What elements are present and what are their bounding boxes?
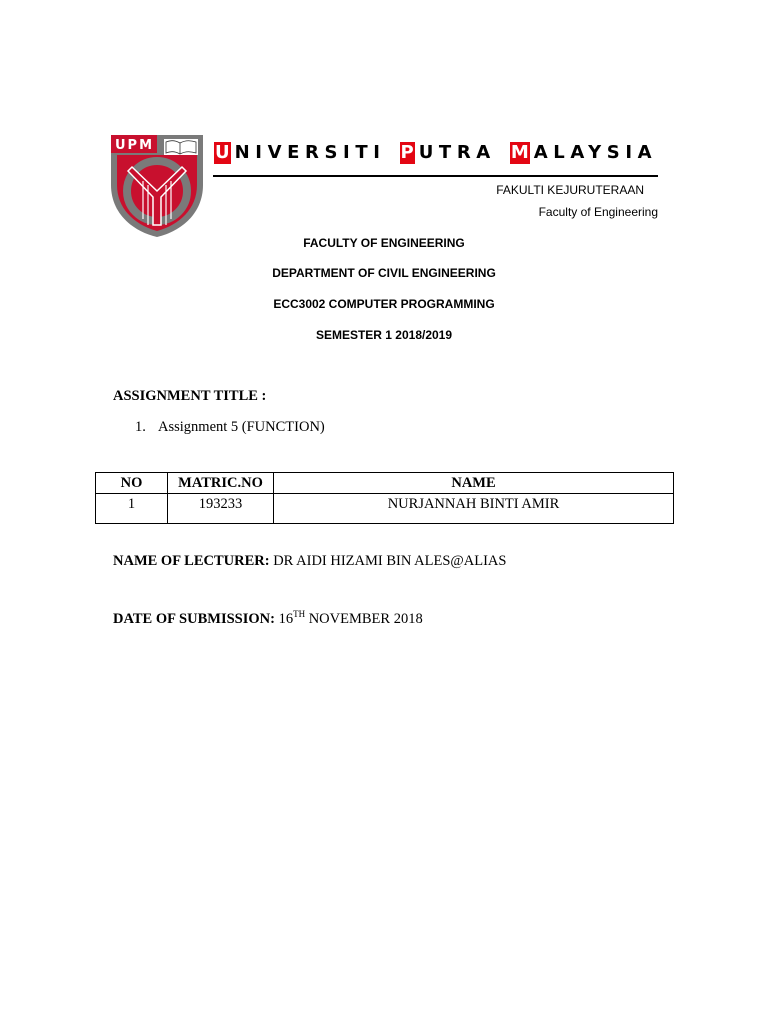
submission-day-suffix: TH <box>293 609 306 619</box>
cell-matric-no: 193233 <box>168 494 274 524</box>
cell-no: 1 <box>96 494 168 524</box>
faculty-english: Faculty of Engineering <box>538 205 658 219</box>
header-name: NAME <box>274 473 674 494</box>
submission-date <box>279 611 423 627</box>
faculty-malay: FAKULTI KEJURUTERAAN <box>496 183 644 197</box>
lecturer-label: NAME OF LECTURER: <box>113 553 270 569</box>
cell-name: NURJANNAH BINTI AMIR <box>274 494 674 524</box>
submission-month-year: NOVEMBER 2018 <box>308 611 423 627</box>
table-row <box>96 494 674 524</box>
header-matric-no: MATRIC.NO <box>168 473 274 494</box>
lecturer-name: DR AIDI HIZAMI BIN ALES@ALIAS <box>273 553 507 569</box>
lecturer-line <box>113 553 506 570</box>
table-header-row <box>96 473 674 494</box>
university-word-1: U NIVERSITI <box>215 142 386 163</box>
cover-semester: SEMESTER 1 2018/2019 <box>315 328 453 342</box>
cover-department: DEPARTMENT OF CIVIL ENGINEERING <box>272 266 496 280</box>
university-word-3: M ALAYSIA <box>510 142 658 163</box>
cover-course: ECC3002 COMPUTER PROGRAMMING <box>273 297 495 311</box>
university-word-2: P UTRA <box>400 142 496 163</box>
assignment-list-item <box>135 419 325 436</box>
title-divider <box>213 175 658 177</box>
assignment-title-label: ASSIGNMENT TITLE : <box>113 388 267 404</box>
submission-day: 16 <box>278 611 294 627</box>
assignment-item-number: 1. <box>135 419 146 435</box>
submission-label: DATE OF SUBMISSION: <box>113 611 275 627</box>
book-icon <box>164 139 198 155</box>
upm-logo <box>110 133 204 237</box>
logo-text: UPM <box>115 138 155 153</box>
cover-faculty: FACULTY OF ENGINEERING <box>303 236 465 250</box>
students-table <box>95 472 674 524</box>
assignment-item-title: Assignment 5 (FUNCTION) <box>158 419 325 435</box>
header-no: NO <box>96 473 168 494</box>
university-title <box>214 140 671 166</box>
submission-line <box>113 611 423 628</box>
